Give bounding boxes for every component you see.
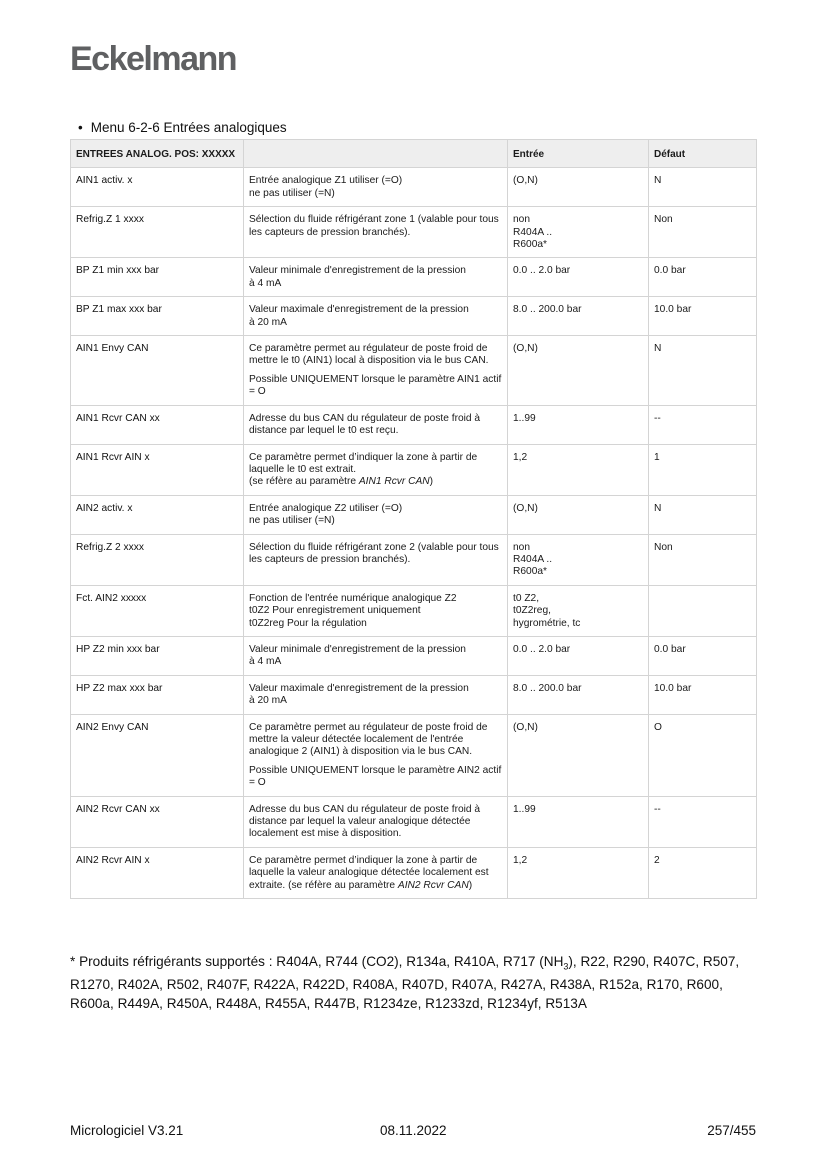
table-header-row — [71, 140, 757, 168]
entry-line: R600a* — [513, 566, 547, 578]
description-paragraph — [249, 593, 503, 630]
param-default-cell: N — [649, 495, 757, 534]
reference-prefix: (se réfère au paramètre — [249, 476, 359, 488]
param-name: AIN2 Rcvr AIN x — [76, 854, 150, 866]
param-default-cell — [649, 585, 757, 636]
table-row — [71, 207, 757, 258]
refrigerant-note — [70, 953, 770, 1013]
table-row — [71, 675, 757, 714]
param-name: AIN1 Rcvr AIN x — [76, 451, 150, 463]
description-line: Entrée analogique Z2 utiliser (=O) — [249, 502, 403, 514]
param-description-cell — [244, 336, 508, 406]
description-line: Ce paramètre permet au régulateur de poste froid de mettre la valeur détectée localement de l'entrée analogique 2 (AIN1) à disposition via le bus CAN. — [249, 721, 488, 758]
param-name-cell — [71, 534, 244, 585]
entry-line: non — [513, 214, 530, 226]
param-description-cell — [244, 405, 508, 444]
entry-line: 8.0 .. 200.0 bar — [513, 304, 582, 316]
entry-line: R600a* — [513, 239, 547, 251]
entry-line: R404A .. — [513, 226, 553, 238]
description-line: à 20 mA — [249, 695, 287, 707]
header-param: ENTREES ANALOG. POS: XXXXX — [71, 140, 244, 168]
description-paragraph — [249, 644, 503, 669]
param-entry-cell — [508, 336, 649, 406]
note-text-1: * Produits réfrigérants supportés : R404A, R744 (CO2), R134a, R410A, R717 (NH — [70, 954, 564, 969]
description-reference-line — [249, 476, 503, 488]
param-name-cell — [71, 444, 244, 495]
param-entry-cell — [508, 675, 649, 714]
param-default-cell: 2 — [649, 847, 757, 898]
description-paragraph — [249, 214, 503, 239]
description-paragraph — [249, 722, 503, 759]
param-description-cell — [244, 495, 508, 534]
param-description-cell — [244, 675, 508, 714]
param-entry-cell — [508, 636, 649, 675]
param-default-cell: O — [649, 714, 757, 796]
table-row — [71, 585, 757, 636]
param-name: Refrig.Z 2 xxxx — [76, 541, 144, 553]
param-description-cell — [244, 847, 508, 898]
param-name-cell — [71, 168, 244, 207]
description-line: Valeur minimale d'enregistrement de la pression — [249, 643, 466, 655]
section-title-text: Menu 6-2-6 Entrées analogiques — [90, 120, 287, 135]
description-line: t0Z2 Pour enregistrement uniquement — [249, 605, 421, 617]
param-description-cell — [244, 168, 508, 207]
description-line: Fonction de l'entrée numérique analogique Z2 — [249, 592, 457, 604]
param-description-cell — [244, 585, 508, 636]
description-paragraph — [249, 175, 503, 200]
param-entry-cell — [508, 714, 649, 796]
bullet-icon: • — [78, 120, 83, 135]
param-name-cell — [71, 336, 244, 406]
param-name-cell — [71, 405, 244, 444]
reference-suffix: ) — [429, 476, 434, 488]
reference-parameter: AIN2 Rcvr CAN — [397, 879, 469, 891]
table-row — [71, 796, 757, 847]
reference-prefix: Ce paramètre permet d’indiquer la zone à partir de laquelle la valeur analogique détectée localement est extraite. (se réfère au paramètre — [249, 854, 489, 891]
description-line: Adresse du bus CAN du régulateur de poste froid à distance par lequel la valeur analogique détectée localement est mise à disposition. — [249, 803, 481, 840]
entry-line: t0 Z2, — [513, 592, 540, 604]
entry-line: (O,N) — [513, 502, 538, 514]
param-entry-cell — [508, 495, 649, 534]
description-line: à 4 mA — [249, 656, 282, 668]
param-name: Refrig.Z 1 xxxx — [76, 214, 144, 226]
param-entry-cell — [508, 297, 649, 336]
param-description-cell — [244, 636, 508, 675]
header-default: Défaut — [649, 140, 757, 168]
param-default-cell: 0.0 bar — [649, 258, 757, 297]
description-line: Adresse du bus CAN du régulateur de poste froid à distance par lequel le t0 est reçu. — [249, 412, 481, 437]
param-name-cell — [71, 258, 244, 297]
table-row — [71, 847, 757, 898]
description-paragraph — [249, 452, 503, 489]
table-body — [71, 168, 757, 899]
description-paragraph — [249, 503, 503, 528]
entry-line: 0.0 .. 2.0 bar — [513, 643, 571, 655]
description-line: t0Z2reg Pour la régulation — [249, 617, 367, 629]
footer-firmware: Micrologiciel V3.21 — [70, 1123, 184, 1138]
param-entry-cell — [508, 847, 649, 898]
param-name-cell — [71, 585, 244, 636]
header-entry: Entrée — [508, 140, 649, 168]
description-line: Sélection du fluide réfrigérant zone 2 (valable pour tous les capteurs de pression branchés). — [249, 541, 499, 565]
description-line: Ce paramètre permet au régulateur de poste froid de mettre le t0 (AIN1) local à disposition via le bus CAN. — [249, 343, 489, 367]
param-entry-cell — [508, 444, 649, 495]
entry-line: 1..99 — [513, 803, 536, 815]
param-name: Fct. AIN2 xxxxx — [76, 592, 147, 604]
param-name: AIN2 activ. x — [76, 502, 133, 514]
param-default-cell: N — [649, 336, 757, 406]
param-name: AIN1 activ. x — [76, 175, 133, 187]
param-description-cell — [244, 444, 508, 495]
table-row — [71, 444, 757, 495]
param-entry-cell — [508, 534, 649, 585]
param-name-cell — [71, 796, 244, 847]
param-default-cell: -- — [649, 405, 757, 444]
description-line: à 4 mA — [249, 277, 282, 289]
param-name: HP Z2 max xxx bar — [76, 682, 163, 694]
entry-line: 1..99 — [513, 412, 536, 424]
entry-line: non — [513, 541, 530, 553]
table-row — [71, 336, 757, 406]
section-title — [78, 120, 287, 135]
eckelmann-logo: Eckelmann — [70, 40, 237, 78]
entry-line: (O,N) — [513, 175, 538, 187]
entry-line: 1,2 — [513, 854, 528, 866]
param-default-cell: N — [649, 168, 757, 207]
param-name-cell — [71, 714, 244, 796]
reference-parameter: AIN1 Rcvr CAN — [358, 476, 430, 488]
param-name-cell — [71, 636, 244, 675]
param-description-cell — [244, 534, 508, 585]
entry-line: (O,N) — [513, 343, 538, 355]
param-entry-cell — [508, 258, 649, 297]
param-name: BP Z1 max xxx bar — [76, 304, 162, 316]
description-paragraph — [249, 542, 503, 567]
param-entry-cell — [508, 585, 649, 636]
description-paragraph — [249, 265, 503, 290]
entry-line: R404A .. — [513, 553, 553, 565]
param-name: AIN1 Envy CAN — [76, 343, 149, 355]
table-row — [71, 714, 757, 796]
table-row — [71, 405, 757, 444]
description-line: Valeur maximale d'enregistrement de la pression — [249, 304, 469, 316]
description-paragraph — [249, 683, 503, 708]
param-entry-cell — [508, 796, 649, 847]
footer-page-number: 257/455 — [707, 1123, 756, 1138]
description-paragraph — [249, 304, 503, 329]
description-line: ne pas utiliser (=N) — [249, 515, 335, 527]
entry-line: 8.0 .. 200.0 bar — [513, 682, 582, 694]
param-name-cell — [71, 207, 244, 258]
param-default-cell: 1 — [649, 444, 757, 495]
description-paragraph — [249, 855, 503, 892]
entry-line: 1,2 — [513, 451, 528, 463]
param-default-cell: Non — [649, 207, 757, 258]
param-default-cell: 0.0 bar — [649, 636, 757, 675]
param-default-cell: 10.0 bar — [649, 675, 757, 714]
entry-line: hygrométrie, tc — [513, 617, 581, 629]
reference-suffix: ) — [468, 879, 473, 891]
param-name-cell — [71, 297, 244, 336]
param-name: BP Z1 min xxx bar — [76, 265, 160, 277]
description-line: ne pas utiliser (=N) — [249, 187, 335, 199]
param-description-cell — [244, 258, 508, 297]
description-line: Entrée analogique Z1 utiliser (=O) — [249, 175, 403, 187]
entry-line: 0.0 .. 2.0 bar — [513, 265, 571, 277]
param-name-cell — [71, 495, 244, 534]
entry-line: t0Z2reg, — [513, 605, 551, 617]
table-row — [71, 168, 757, 207]
description-paragraph — [249, 413, 503, 438]
param-entry-cell — [508, 405, 649, 444]
description-paragraph — [249, 343, 503, 368]
description-condition: Possible UNIQUEMENT lorsque le paramètre AIN2 actif = O — [249, 764, 502, 789]
description-line: Valeur maximale d'enregistrement de la pression — [249, 682, 469, 694]
table-row — [71, 636, 757, 675]
header-description — [244, 140, 508, 168]
param-name: AIN2 Envy CAN — [76, 721, 149, 733]
footer-date: 08.11.2022 — [380, 1123, 447, 1138]
param-description-cell — [244, 714, 508, 796]
table-row — [71, 495, 757, 534]
param-description-cell — [244, 207, 508, 258]
note-text-2: ), R22, R290, R407C, R507, R1270, R402A, R502, R407F, R422A, R422D, R408A, R407D, R407A, R427A, R438A, R152a, R170, R600, R600a, R449A, R450A, R448A, R455A, R447B, R1234ze, R1233zd, R1234yf, R513A — [70, 954, 740, 1011]
table-row — [71, 534, 757, 585]
description-line: Valeur minimale d'enregistrement de la pression — [249, 265, 466, 277]
description-paragraph — [249, 804, 503, 841]
entry-line: (O,N) — [513, 721, 538, 733]
param-default-cell: 10.0 bar — [649, 297, 757, 336]
param-description-cell — [244, 796, 508, 847]
table-row — [71, 258, 757, 297]
param-name: AIN1 Rcvr CAN xx — [76, 412, 160, 424]
param-name-cell — [71, 847, 244, 898]
description-reference-line — [249, 855, 503, 892]
note-subscript: 3 — [563, 961, 569, 972]
param-entry-cell — [508, 207, 649, 258]
parameter-table — [70, 139, 757, 899]
description-line: à 20 mA — [249, 316, 287, 328]
param-name: AIN2 Rcvr CAN xx — [76, 803, 160, 815]
param-name: HP Z2 min xxx bar — [76, 643, 160, 655]
param-description-cell — [244, 297, 508, 336]
param-default-cell: -- — [649, 796, 757, 847]
description-condition: Possible UNIQUEMENT lorsque le paramètre AIN1 actif = O — [249, 373, 502, 398]
param-entry-cell — [508, 168, 649, 207]
param-default-cell: Non — [649, 534, 757, 585]
param-name-cell — [71, 675, 244, 714]
description-line: Ce paramètre permet d’indiquer la zone à partir de laquelle le t0 est extrait. — [249, 451, 478, 475]
table-row — [71, 297, 757, 336]
description-line: Sélection du fluide réfrigérant zone 1 (valable pour tous les capteurs de pression branchés). — [249, 214, 499, 238]
